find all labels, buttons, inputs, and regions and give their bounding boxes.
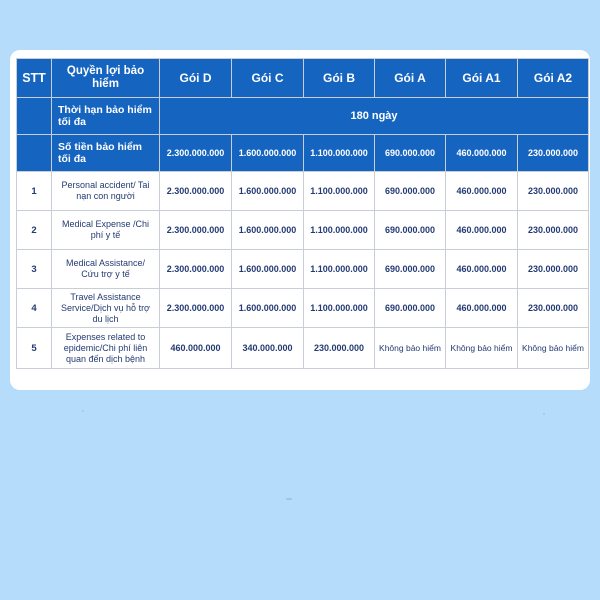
table-row (17, 211, 589, 250)
term-row-label: Thời hạn bảo hiểm tối đa (52, 98, 160, 135)
table-row (17, 328, 589, 369)
header-stt: STT (17, 59, 52, 98)
sum-row-value: 2.300.000.000 (160, 135, 232, 172)
row-number: 1 (17, 172, 52, 211)
row-value: 340.000.000 (232, 328, 304, 369)
sum-row-value: 230.000.000 (518, 135, 589, 172)
row-benefit-name: Medical Expense /Chi phí y tế (52, 211, 160, 250)
row-value: 230.000.000 (304, 328, 375, 369)
row-value: 2.300.000.000 (160, 289, 232, 328)
sum-row-label: Số tiền bảo hiểm tối đa (52, 135, 160, 172)
row-value: 1.600.000.000 (232, 211, 304, 250)
row-value: 230.000.000 (518, 250, 589, 289)
row-value: 690.000.000 (375, 172, 446, 211)
row-benefit-name: Medical Assistance/ Cứu trợ y tế (52, 250, 160, 289)
row-value: 1.600.000.000 (232, 250, 304, 289)
row-value: 1.600.000.000 (232, 289, 304, 328)
table-row (17, 172, 589, 211)
row-benefit-name: Travel Assistance Service/Dịch vụ hỗ trợ du lịch (52, 289, 160, 328)
sum-insured-row (17, 135, 589, 172)
insurance-benefits-table (16, 58, 589, 369)
row-value: 1.100.000.000 (304, 211, 375, 250)
header-benefit: Quyền lợi bảo hiểm (52, 59, 160, 98)
row-value: 1.100.000.000 (304, 172, 375, 211)
row-number: 2 (17, 211, 52, 250)
row-value: 460.000.000 (446, 289, 518, 328)
row-value: 230.000.000 (518, 172, 589, 211)
row-benefit-name: Expenses related to epidemic/Chi phí liên quan đến dịch bệnh (52, 328, 160, 369)
table-row (17, 289, 589, 328)
term-row (17, 98, 589, 135)
row-value: 460.000.000 (446, 172, 518, 211)
row-value-not-covered: Không bảo hiểm (446, 328, 518, 369)
background-speck (543, 413, 545, 415)
row-value: 230.000.000 (518, 211, 589, 250)
table-row (17, 250, 589, 289)
row-number: 3 (17, 250, 52, 289)
term-row-value: 180 ngày (160, 98, 589, 135)
row-benefit-name: Personal accident/ Tai nạn con người (52, 172, 160, 211)
row-value: 2.300.000.000 (160, 211, 232, 250)
row-value: 460.000.000 (160, 328, 232, 369)
row-number: 4 (17, 289, 52, 328)
row-number: 5 (17, 328, 52, 369)
row-value: 460.000.000 (446, 250, 518, 289)
row-value-not-covered: Không bảo hiểm (518, 328, 589, 369)
header-package: Gói A2 (518, 59, 589, 98)
background-speck (82, 410, 84, 412)
sum-row-value: 460.000.000 (446, 135, 518, 172)
row-value: 1.100.000.000 (304, 250, 375, 289)
row-value: 230.000.000 (518, 289, 589, 328)
header-package: Gói C (232, 59, 304, 98)
table-header-row (17, 59, 589, 98)
sum-row-value: 690.000.000 (375, 135, 446, 172)
header-package: Gói D (160, 59, 232, 98)
row-value: 1.600.000.000 (232, 172, 304, 211)
background-speck (286, 498, 292, 500)
term-row-stt (17, 98, 52, 135)
row-value: 2.300.000.000 (160, 250, 232, 289)
sum-row-value: 1.100.000.000 (304, 135, 375, 172)
header-package: Gói A1 (446, 59, 518, 98)
row-value: 690.000.000 (375, 250, 446, 289)
row-value: 460.000.000 (446, 211, 518, 250)
sum-row-stt (17, 135, 52, 172)
row-value: 690.000.000 (375, 211, 446, 250)
row-value: 1.100.000.000 (304, 289, 375, 328)
header-package: Gói A (375, 59, 446, 98)
header-package: Gói B (304, 59, 375, 98)
row-value: 690.000.000 (375, 289, 446, 328)
row-value-not-covered: Không bảo hiểm (375, 328, 446, 369)
sum-row-value: 1.600.000.000 (232, 135, 304, 172)
row-value: 2.300.000.000 (160, 172, 232, 211)
